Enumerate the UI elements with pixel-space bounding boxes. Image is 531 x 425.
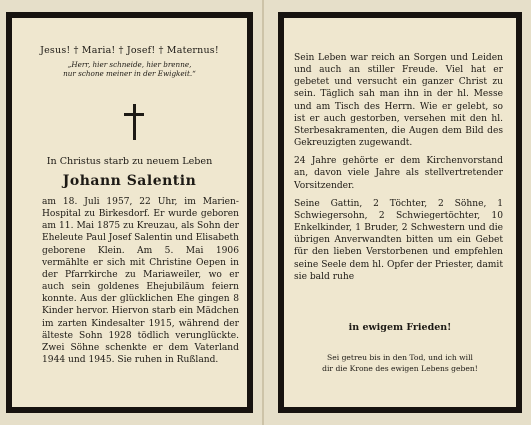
closing-verse [284,352,516,374]
paragraph-family: Seine Gattin, 2 Töchter, 2 Söhne, 1 Schwiegersohn, 2 Schwiegertöchter, 10 Enkelkinder, 1 Bruder, 2 Schwestern und die übrigen Anverwandten bitten um ein Gebet für den lieben Verstorbenen und empfehlen seine Seele dem hl. Opfer der Priester, damit sie bald ruhe [294,198,503,282]
quote [12,60,247,78]
left-panel [12,18,247,407]
left-panel-border [6,12,253,413]
paragraph-life: Sein Leben war reich an Sorgen und Leiden und auch an stiller Freude. Viel hat er gebetet und versucht ein ganzer Christ zu sein. Täglich sah man ihn in der hl. Messe und am Tisch des Herrn. Wie er gelebt, so ist er auch gestorben, versehen mit den hl. Sterbesakramenten, die Augen dem Bild des Gekreuzigten zugewandt. [294,53,503,149]
peace-line: in ewigem Frieden! [348,322,452,333]
verse-line: dir die Krone des ewigen Lebens geben! [322,364,478,373]
right-panel-border [278,12,522,413]
subtitle: In Christus starb zu neuem Leben [46,156,213,167]
right-panel [284,18,516,407]
deceased-name: Johann Salentin [62,173,197,189]
quote-line: „Herr, hier schneide, hier brenne, [67,60,192,69]
verse-line: Sei getreu bis in den Tod, und ich will [327,353,473,362]
paragraph-church: 24 Jahre gehörte er dem Kirchenvorstand an, davon viele Jahre als stellvertretender Vorsitzender. [294,156,503,191]
invocation: Jesus! † Maria! † Josef! † Maternus! [40,45,219,56]
quote-line: nur schone meiner in der Ewigkeit.“ [63,69,196,78]
cross-icon [124,104,144,140]
right-text [294,52,503,289]
fold-line [262,0,264,425]
biography: am 18. Juli 1957, 22 Uhr, im Marien-Hospital zu Birkesdorf. Er wurde geboren am 11. Mai 1875 zu Kreuzau, als Sohn der Eheleute Paul Josef Salentin und Elisabeth geborene Klein. Am 5. Mai 1906 vermählte er sich mit Christine Oepen in der Pfarrkirche zu Mariaweiler, wo er auch sein goldenes Ehejubiläum feiern konnte. Aus der glücklichen Ehe gingen 8 Kinder hervor. Hiervon starb ein Mädchen im zarten Kindesalter 1915, während der älteste Sohn 1928 tödlich verunglückte. Zwei Söhne schenkte er dem Vaterland 1944 und 1945. Sie ruhen in Rußland. [42,197,239,366]
